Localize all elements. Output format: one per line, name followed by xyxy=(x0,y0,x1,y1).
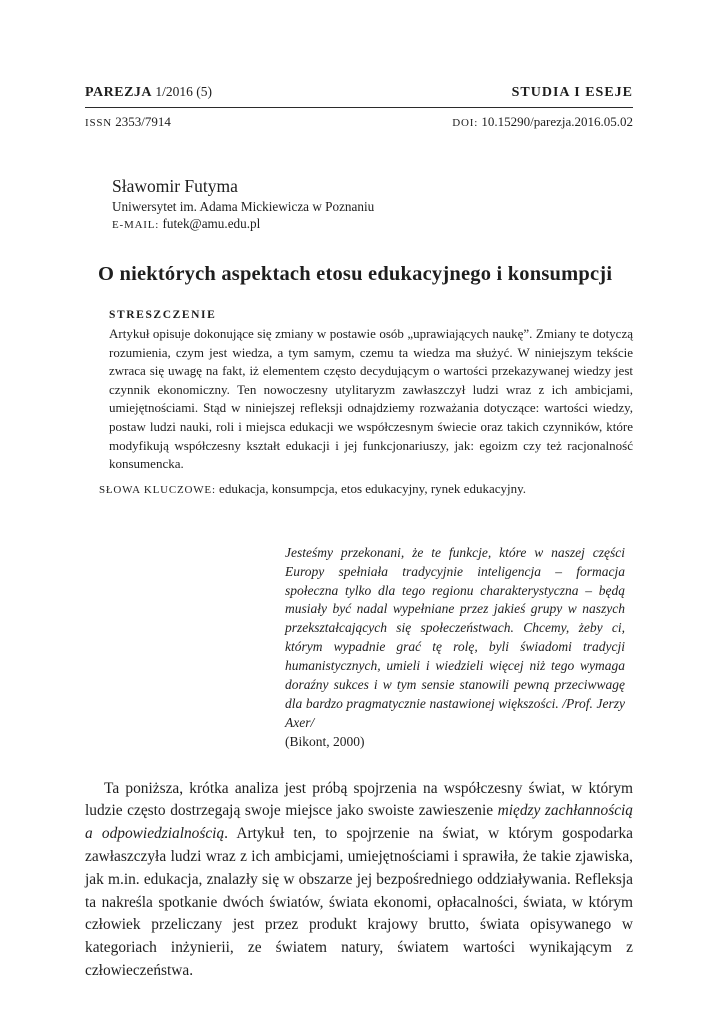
abstract-section xyxy=(99,309,633,497)
author-block xyxy=(112,175,633,233)
journal-name: PAREZJA xyxy=(85,85,153,100)
keywords-line xyxy=(99,481,633,497)
epigraph-text: Jesteśmy przekonani, że te funkcje, które w naszej części Europy spełniała tradycyjnie inteligencja – formacja społeczna tylko dla tego regionu charakterystyczna – będą musiały być nadal wypełniane przez jakieś grupy w naszych przekształcających się społeczeństwach. Chcemy, żeby ci, którym wypadnie grać tę rolę, byli świadomi tradycji humanistycznych, umieli i wiedzieli więcej niż tego wymaga doraźny sukces i w tym sensie stanowili pewną przeciwwagę dla bardzo pragmatycznie nastawionej większości. /Prof. Jerzy Axer/ xyxy=(285,544,625,730)
issn xyxy=(85,114,171,130)
abstract-heading: STRESZCZENIE xyxy=(109,309,217,322)
journal-issue: 1/2016 (5) xyxy=(155,84,213,99)
keywords-label: SŁOWA KLUCZOWE: xyxy=(99,483,216,496)
author-affiliation: Uniwersytet im. Adama Mickiewicza w Poznaniu xyxy=(112,199,375,215)
article-title: O niektórych aspektach etosu edukacyjnego i konsumpcji xyxy=(98,263,613,286)
body-text-1: Ta poniższa, krótka analiza jest próbą spojrzenia na współczesny świat, w którym ludzie często dostrzegają swoje miejsce jako swoiste zawieszenie xyxy=(85,779,633,820)
body-text-2: . Artykuł ten, to spojrzenie na świat, w którym gospodarka zawłaszczyła ludzi wraz z ich ambicjami, umiejętnościami i sprawiła, że takie zjawiska, jak m.in. edukacja, znalazły się w obszarze jej bezpośredniego oddziaływania. Refleksja ta nakreśla spotkanie dwóch światów, świata ekonomi, opłacalności, świata, w którym człowiek przeliczany jest przez produkt krajowy brutto, świata opisywanego w kategoriach inżynierii, ze światem natury, światem wartości wynikającym z człowieczeństwa. xyxy=(85,825,633,979)
epigraph-quote xyxy=(285,544,625,752)
journal-header xyxy=(85,84,633,130)
doi-value: 10.15290/parezja.2016.05.02 xyxy=(481,114,633,129)
abstract-text: Artykuł opisuje dokonujące się zmiany w postawie osób „uprawiających naukę”. Zmiany te dotyczą rozumienia, czym jest wiedza, a tym samym, czemu ta wiedza ma służyć. W niniejszym tekście zwraca się uwagę na fakt, iż elementem często decydującym o wartości przekazywanej wiedzy jest czynnik ekonomiczny. Ten nowoczesny utylitaryzm zawłaszczył ludzi wraz z ich ambicjami, umiejętnościami. Stąd w niniejszej refleksji odnajdziemy rozważania dotyczące: wartości wiedzy, postaw ludzi nauki, roli i miejsca edukacji we współczesnym świecie oraz takich czynników, które modyfikują współczesny kształt edukacji i jej funkcjonariuszy, jak: egoizm czy też racjonalność konsumencka. xyxy=(109,326,633,472)
email-label: E-MAIL: xyxy=(112,219,160,232)
issn-value: 2353/7914 xyxy=(115,114,171,129)
author-name: Sławomir Futyma xyxy=(112,176,238,196)
doi-label: DOI: xyxy=(452,117,479,129)
body-paragraph xyxy=(85,778,633,983)
email-value: futek@amu.edu.pl xyxy=(162,216,261,232)
journal-section-label: STUDIA I ESEJE xyxy=(511,85,633,100)
issn-doi-row xyxy=(85,114,633,130)
epigraph-attribution: (Bikont, 2000) xyxy=(285,733,365,749)
doi xyxy=(452,114,633,130)
journal-name-issue xyxy=(85,84,212,101)
author-email xyxy=(112,216,633,233)
body-text-italic: między zachłannością a odpowiedzialnością xyxy=(85,802,633,843)
journal-title-row xyxy=(85,84,633,101)
issn-label: ISSN xyxy=(85,117,113,129)
header-divider xyxy=(85,107,633,108)
keywords-value: edukacja, konsumpcja, etos edukacyjny, rynek edukacyjny. xyxy=(219,480,527,496)
